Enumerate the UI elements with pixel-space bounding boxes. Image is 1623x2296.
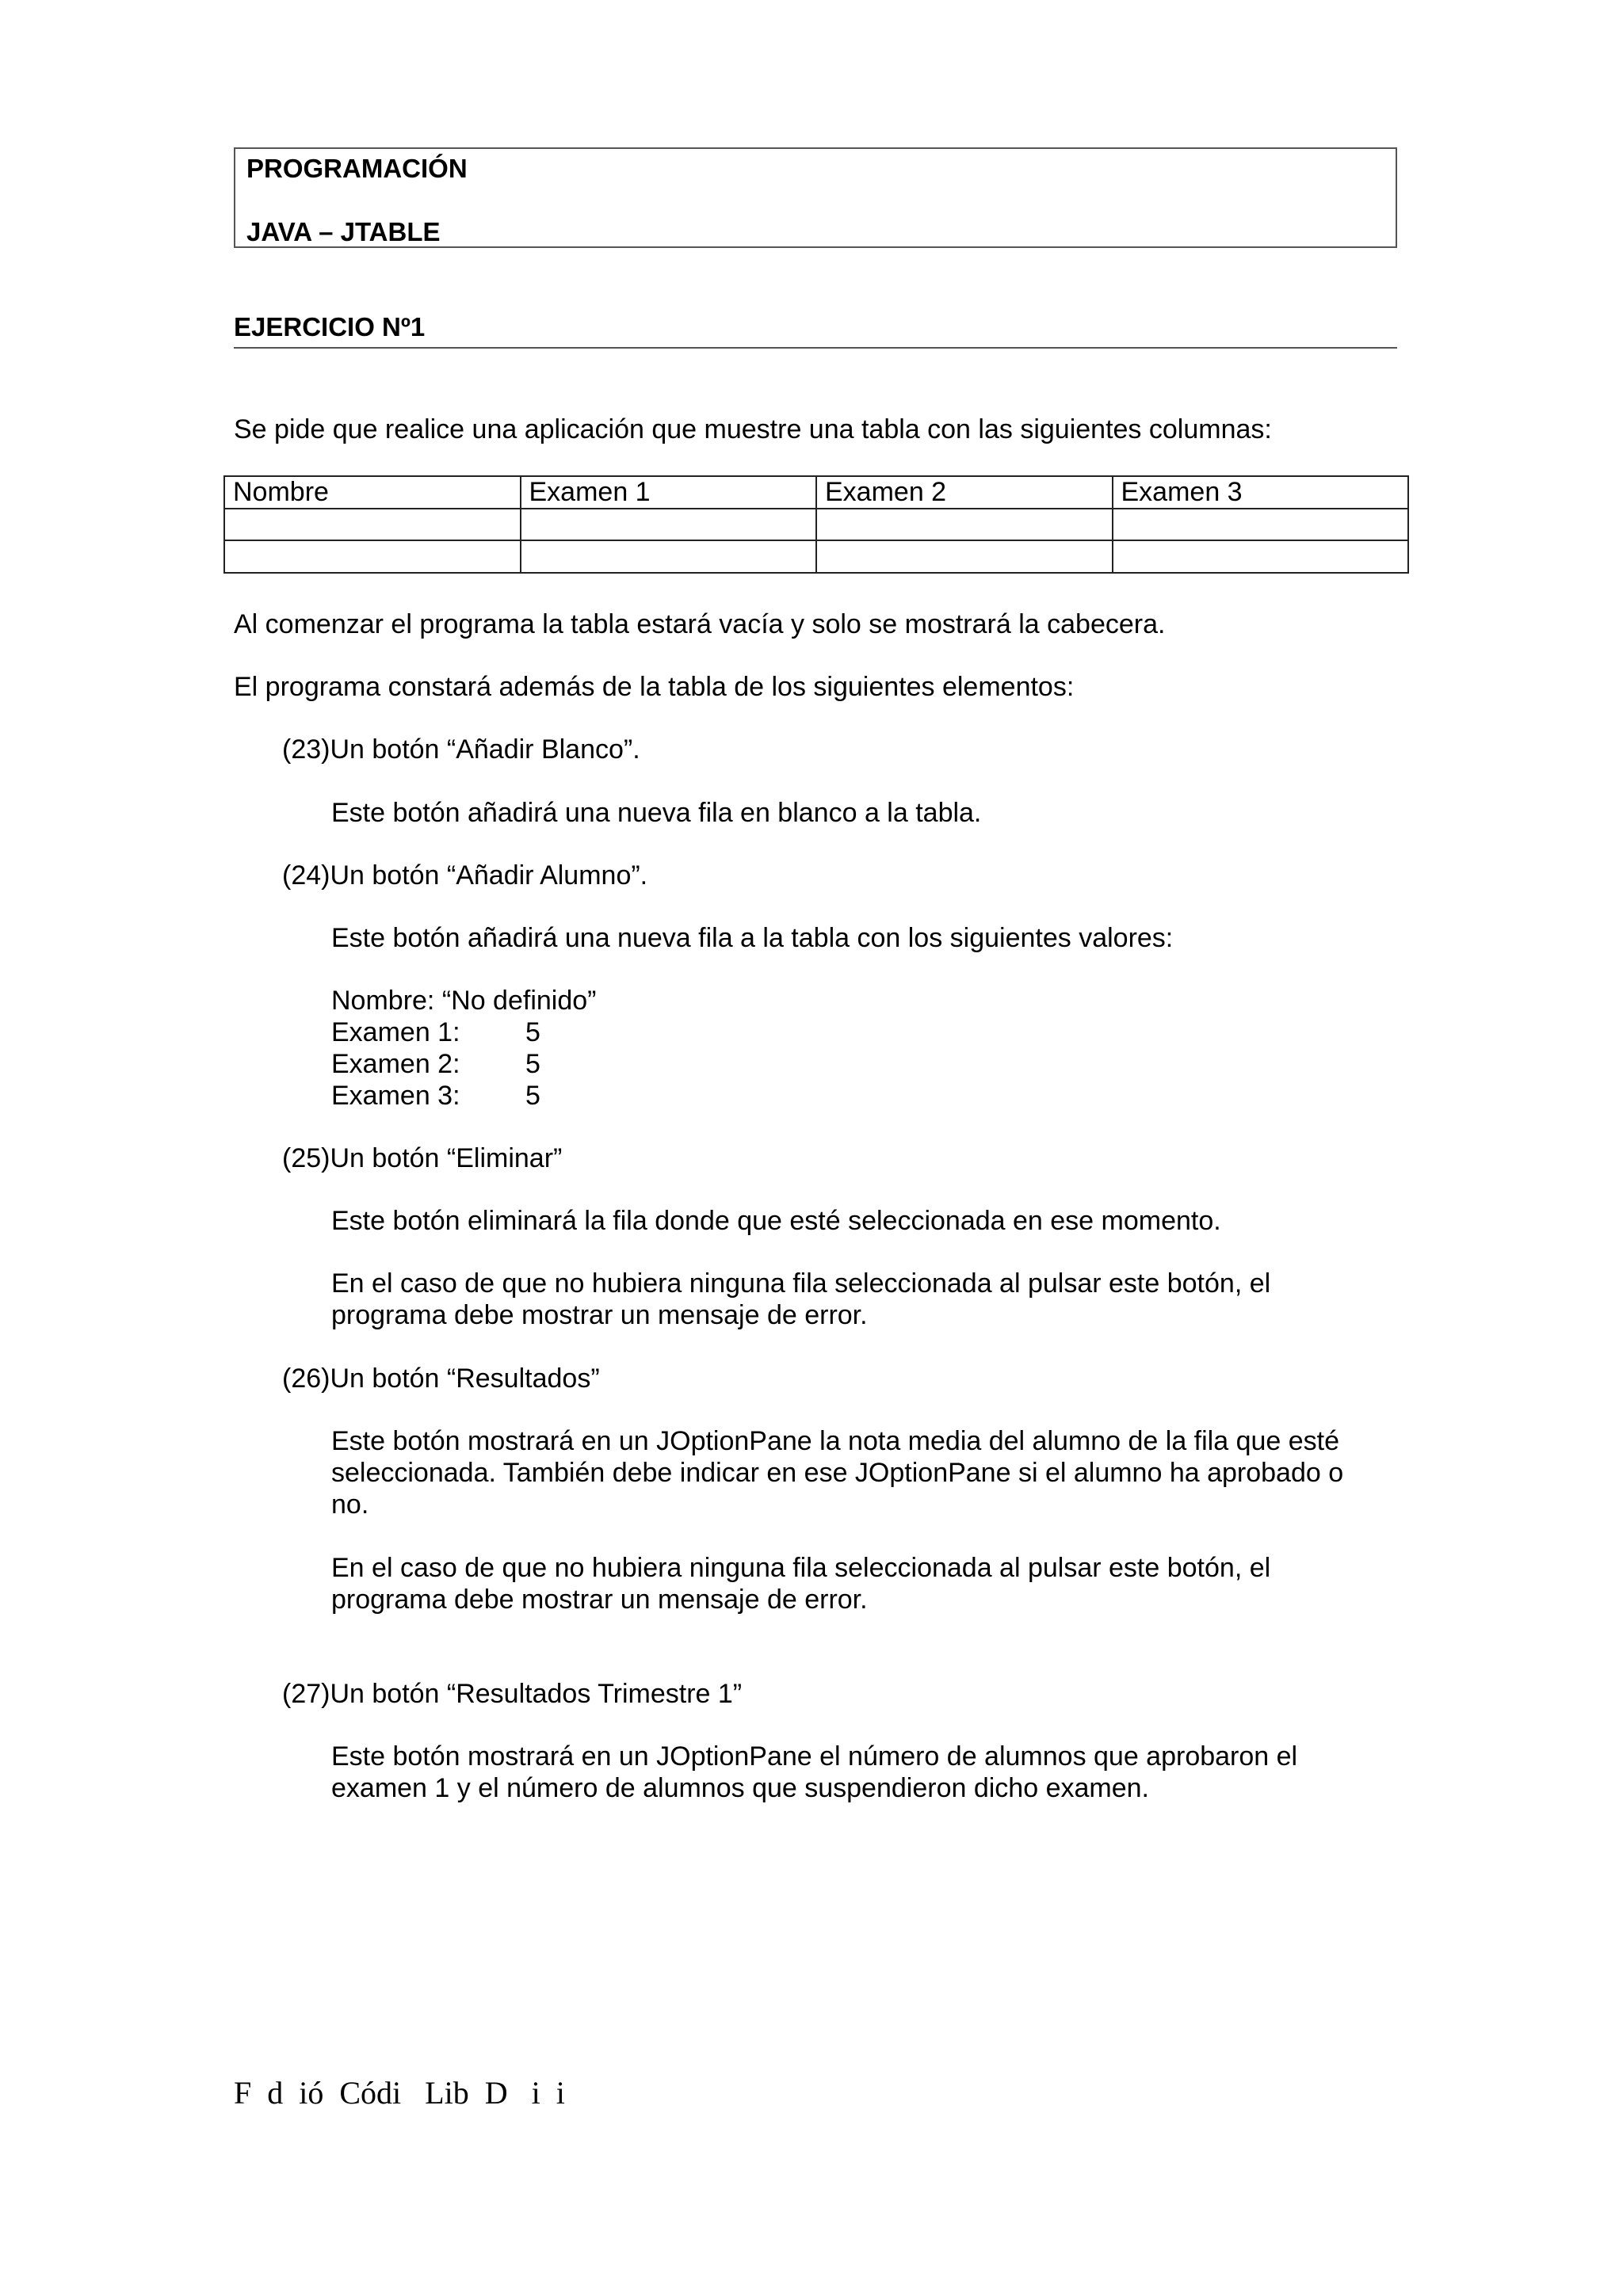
- item-add-student-desc: Este botón añadirá una nueva fila a la tabla con los siguientes valores:: [331, 923, 1174, 953]
- table-header-row: [224, 476, 1408, 509]
- value-label: Nombre: “No definido”: [331, 986, 597, 1016]
- table-cell: [521, 540, 817, 573]
- item-delete-error-line2: programa debe mostrar un mensaje de error.: [331, 1300, 868, 1330]
- item-results-error-line1: En el caso de que no hubiera ninguna fila seleccionada al pulsar este botón, el: [331, 1553, 1271, 1583]
- item-results-desc-line2: seleccionada. También debe indicar en ese JOptionPane si el alumno ha aprobado o: [331, 1458, 1344, 1488]
- intro-paragraph: Se pide que realice una aplicación que muestre una tabla con las siguientes columnas:: [234, 414, 1272, 444]
- value-label: Examen 3:: [331, 1081, 460, 1111]
- item-trimester-desc-line2: examen 1 y el número de alumnos que suspendieron dicho examen.: [331, 1773, 1149, 1803]
- value-number: 5: [525, 1049, 540, 1079]
- item-results-title: (26)Un botón “Resultados”: [282, 1363, 600, 1394]
- table-cell: [521, 509, 817, 541]
- item-results-desc-line1: Este botón mostrará en un JOptionPane la nota media del alumno de la fila que esté: [331, 1426, 1340, 1456]
- item-results-error-line2: programa debe mostrar un mensaje de error.: [331, 1585, 868, 1615]
- topic-title: JAVA – JTABLE: [246, 217, 441, 246]
- value-number: 5: [525, 1017, 540, 1047]
- table-header-cell: Examen 3: [1113, 476, 1409, 509]
- item-delete-title: (25)Un botón “Eliminar”: [282, 1143, 563, 1173]
- table-header-cell: Nombre: [224, 476, 521, 509]
- table-cell: [1113, 540, 1409, 573]
- table-header-cell: Examen 1: [521, 476, 817, 509]
- item-trimester-desc-line1: Este botón mostrará en un JOptionPane el número de alumnos que aprobaron el: [331, 1741, 1298, 1772]
- item-delete-desc: Este botón eliminará la fila donde que esté seleccionada en ese momento.: [331, 1206, 1221, 1236]
- default-value-exam1: [331, 1016, 540, 1048]
- item-delete-error-line1: En el caso de que no hubiera ninguna fila seleccionada al pulsar este botón, el: [331, 1268, 1271, 1299]
- table-cell: [816, 540, 1113, 573]
- default-value-name: [331, 985, 596, 1016]
- value-label: Examen 2:: [331, 1049, 460, 1079]
- item-trimester-title: (27)Un botón “Resultados Trimestre 1”: [282, 1679, 743, 1709]
- item-add-blank-desc: Este botón añadirá una nueva fila en blanco a la tabla.: [331, 798, 982, 828]
- table-cell: [816, 509, 1113, 541]
- table-cell: [1113, 509, 1409, 541]
- header-box: [234, 147, 1397, 248]
- item-add-student-title: (24)Un botón “Añadir Alumno”.: [282, 860, 648, 891]
- default-value-exam3: [331, 1080, 540, 1112]
- course-title: PROGRAMACIÓN: [246, 154, 468, 183]
- table-cell: [224, 509, 521, 541]
- page-footer: F d ió Códi Lib D i i: [234, 2075, 565, 2111]
- default-value-exam2: [331, 1048, 540, 1080]
- item-results-desc-line3: no.: [331, 1489, 369, 1520]
- table-header-cell: Examen 2: [816, 476, 1113, 509]
- table-row: [224, 540, 1408, 573]
- table-row: [224, 509, 1408, 541]
- elements-paragraph: El programa constará además de la tabla de los siguientes elementos:: [234, 672, 1075, 702]
- value-number: 5: [525, 1081, 540, 1111]
- value-label: Examen 1:: [331, 1017, 460, 1047]
- item-add-blank-title: (23)Un botón “Añadir Blanco”.: [282, 734, 640, 765]
- table-cell: [224, 540, 521, 573]
- columns-table: [223, 475, 1409, 574]
- exercise-title: EJERCICIO Nº1: [234, 311, 1397, 349]
- empty-table-paragraph: Al comenzar el programa la tabla estará vacía y solo se mostrará la cabecera.: [234, 609, 1166, 639]
